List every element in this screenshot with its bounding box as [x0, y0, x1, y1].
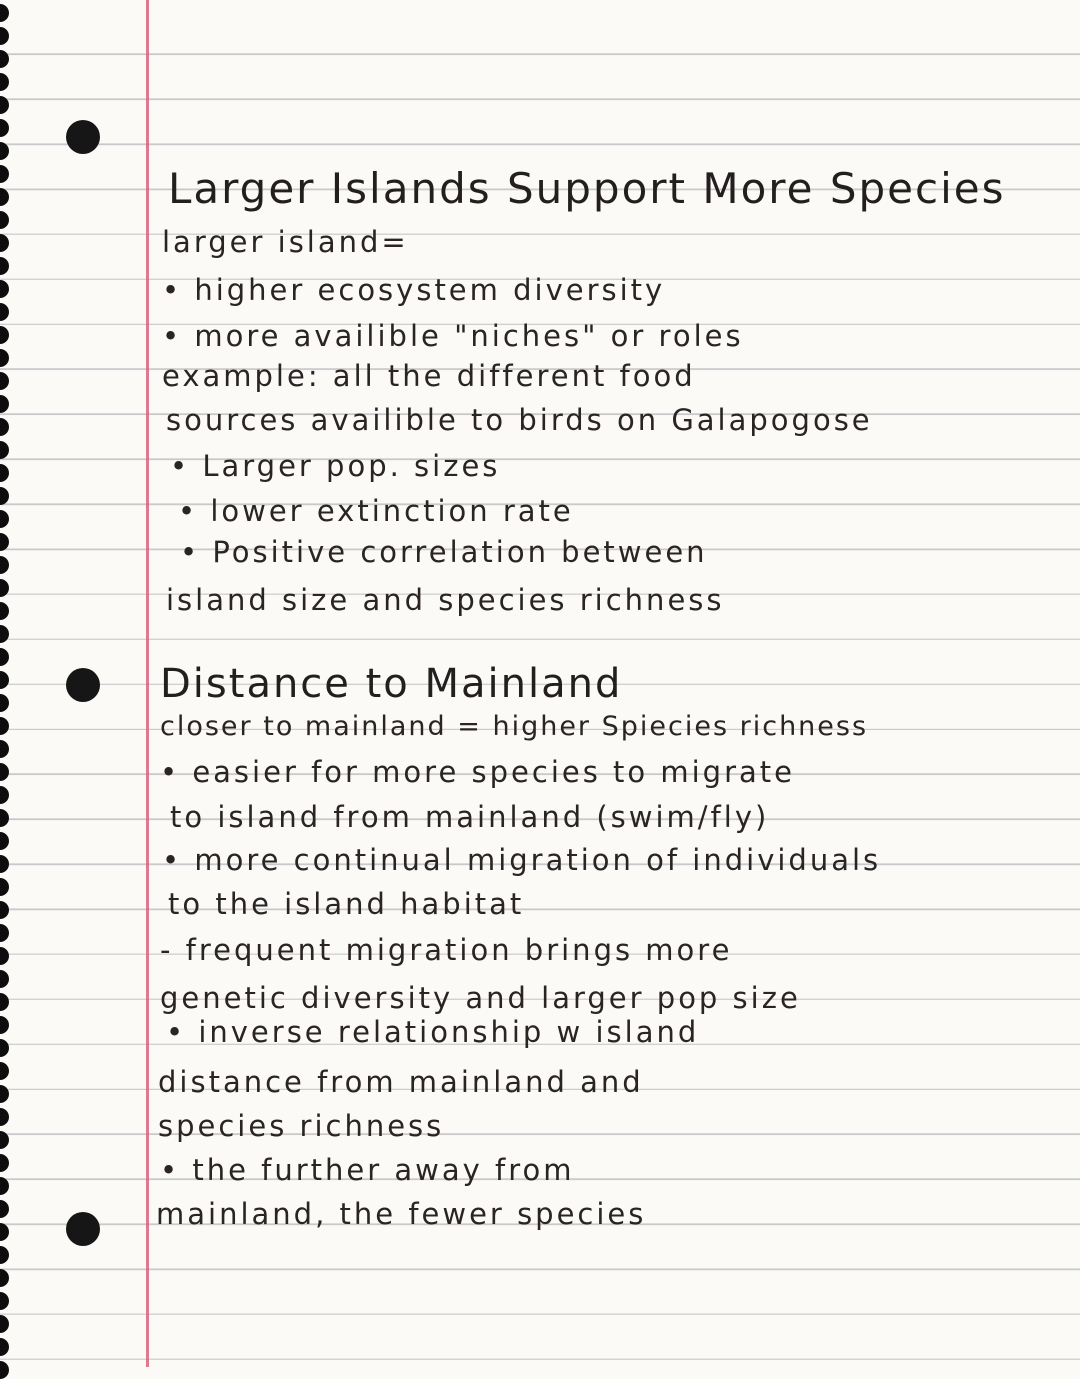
note-line: larger island=	[162, 225, 409, 259]
note-line: to the island habitat	[168, 887, 525, 921]
note-line: • the further away from	[160, 1153, 575, 1187]
note-line: island size and species richness	[166, 583, 725, 617]
note-line: sources availible to birds on Galapogose	[166, 403, 873, 437]
note-line: • higher ecosystem diversity	[162, 273, 666, 307]
note-line: species richness	[158, 1109, 445, 1143]
note-line: to island from mainland (swim/fly)	[170, 800, 770, 834]
note-line: • Positive correlation between	[180, 535, 708, 569]
note-line: - frequent migration brings more	[160, 933, 733, 967]
section2-title: Distance to Mainland	[160, 661, 623, 707]
section1-title: Larger Islands Support More Species	[168, 164, 1006, 213]
note-line: mainland, the fewer species	[156, 1197, 647, 1231]
note-line: • inverse relationship w island	[166, 1015, 700, 1049]
note-line: genetic diversity and larger pop size	[160, 981, 801, 1015]
note-line: example: all the different food	[162, 359, 696, 393]
note-line: distance from mainland and	[158, 1065, 644, 1099]
note-line: • more continual migration of individuals	[162, 843, 882, 877]
note-line: • easier for more species to migrate	[160, 755, 795, 789]
note-line: closer to mainland = higher Spiecies richness	[160, 711, 869, 742]
note-line: • lower extinction rate	[178, 494, 574, 528]
note-line: • more availible "niches" or roles	[162, 319, 744, 353]
note-line: • Larger pop. sizes	[170, 449, 501, 483]
